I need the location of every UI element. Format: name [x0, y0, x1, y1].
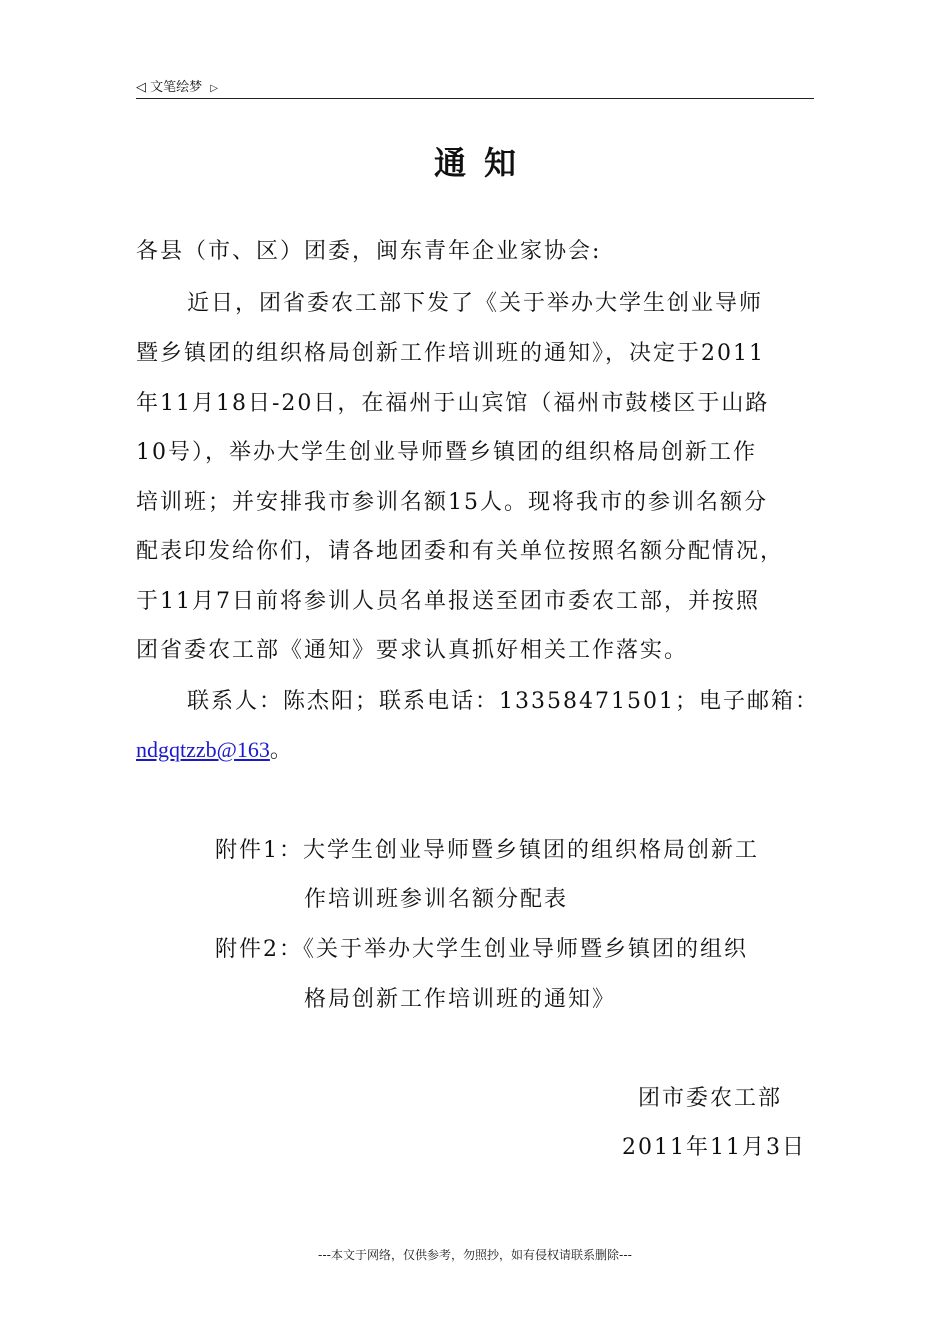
body-line: 于11月7日前将参训人员名单报送至团市委农工部，并按照 [136, 589, 760, 614]
signature-org: 团市委农工部 [638, 1086, 783, 1111]
salutation: 各县（市、区）团委，闽东青年企业家协会: [136, 239, 602, 264]
attachment-title: 《关于举办大学生创业导师暨乡镇团的组织 [303, 937, 749, 962]
attachment-label: 附件2： [215, 937, 303, 962]
document-title: 通知 [433, 144, 534, 182]
body-line: 年11月18日-20日，在福州于山宾馆（福州市鼓楼区于山路 [136, 391, 770, 416]
body-line: 团省委农工部《通知》要求认真抓好相关工作落实。 [136, 638, 689, 663]
contact-line: 联系人：陈杰阳；联系电话：13358471501；电子邮箱： [187, 689, 819, 714]
left-triangle-icon: ◁ [136, 80, 146, 95]
email-row [136, 733, 294, 764]
page-header [136, 74, 814, 99]
attachment-1 [215, 833, 759, 864]
header-brand-row [136, 76, 218, 95]
body-line: 配表印发给你们，请各地团委和有关单位按照名额分配情况， [136, 539, 785, 564]
attachment-1-cont: 作培训班参训名额分配表 [304, 887, 569, 912]
email-link[interactable]: ndgqtzzb@163 [136, 737, 270, 762]
attachment-label: 附件1： [215, 838, 303, 863]
attachment-2-cont: 格局创新工作培训班的通知》 [304, 987, 617, 1012]
attachment-title: 大学生创业导师暨乡镇团的组织格局创新工 [303, 838, 760, 863]
right-triangle-icon: ▷ [210, 83, 218, 94]
body-line: 暨乡镇团的组织格局创新工作培训班的通知》，决定于2011 [136, 341, 765, 366]
body-line: 近日，团省委农工部下发了《关于举办大学生创业导师 [187, 291, 764, 316]
body-line: 10号），举办大学生创业导师暨乡镇团的组织格局创新工作 [136, 440, 757, 465]
header-brand: 文笔绘梦 [150, 80, 203, 95]
signature-date: 2011年11月3日 [622, 1135, 806, 1160]
page-footer: ---本文于网络，仅供参考，勿照抄，如有侵权请联系删除--- [318, 1248, 632, 1262]
email-suffix: 。 [269, 738, 294, 763]
body-line: 培训班；并安排我市参训名额15人。现将我市的参训名额分 [136, 490, 768, 515]
attachment-2 [215, 932, 748, 963]
